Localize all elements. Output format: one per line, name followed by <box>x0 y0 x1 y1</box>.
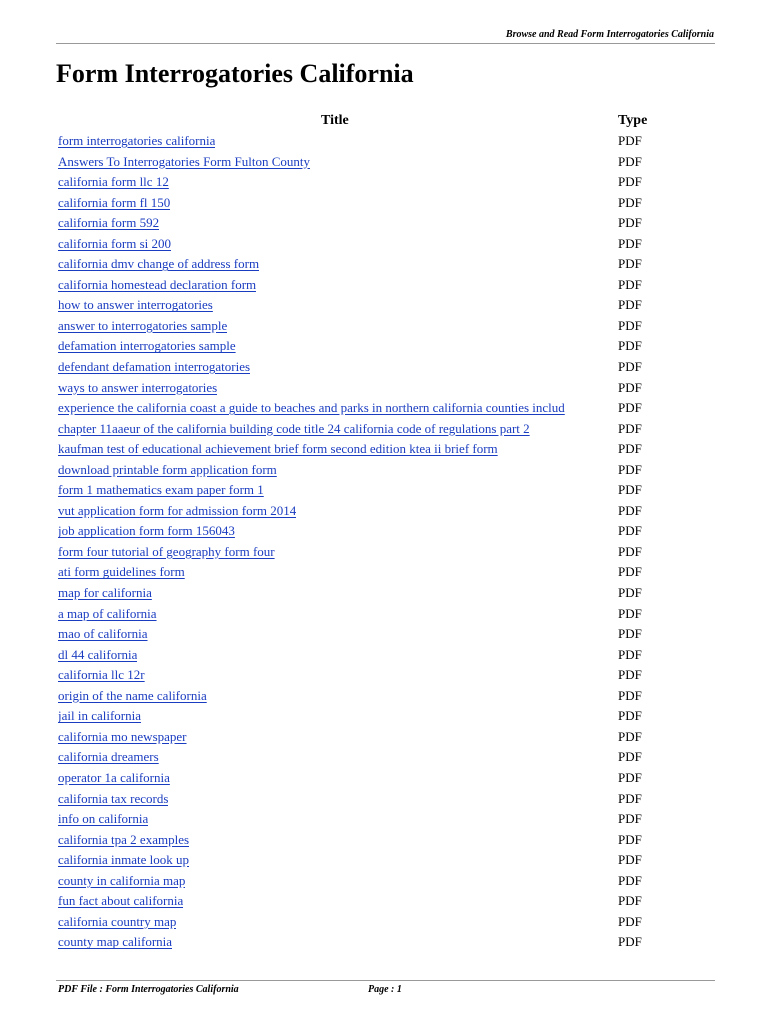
document-type: PDF <box>618 482 642 498</box>
table-row <box>0 234 770 255</box>
table-row <box>0 275 770 296</box>
document-link[interactable]: operator 1a california <box>58 769 170 785</box>
document-link[interactable]: california inmate look up <box>58 852 190 868</box>
page-title: Form Interrogatories California <box>56 59 414 88</box>
footer-divider <box>56 980 715 981</box>
document-link[interactable]: Answers To Interrogatories Form Fulton County <box>58 153 310 169</box>
document-type: PDF <box>618 174 642 190</box>
table-row <box>0 830 770 851</box>
table-row <box>0 706 770 727</box>
table-row <box>0 562 770 583</box>
table-row <box>0 768 770 789</box>
table-row <box>0 378 770 399</box>
document-link[interactable]: download printable form application form <box>58 461 277 477</box>
table-row <box>0 480 770 501</box>
document-link[interactable]: fun fact about california <box>58 893 184 909</box>
table-row <box>0 398 770 419</box>
document-link[interactable]: kaufman test of educational achievement brief form second edition ktea ii brief form <box>58 441 498 457</box>
table-row <box>0 152 770 173</box>
document-type: PDF <box>618 667 642 683</box>
document-type: PDF <box>618 626 642 642</box>
column-header-type: Type <box>618 113 648 128</box>
document-link[interactable]: california tax records <box>58 790 169 806</box>
document-type: PDF <box>618 379 642 395</box>
document-link[interactable]: jail in california <box>58 708 142 724</box>
document-link[interactable]: california form llc 12 <box>58 174 169 190</box>
document-link[interactable]: california tpa 2 examples <box>58 831 190 847</box>
document-type: PDF <box>618 852 642 868</box>
table-row <box>0 295 770 316</box>
document-type: PDF <box>618 523 642 539</box>
document-type: PDF <box>618 338 642 354</box>
footer-page-label: Page : 1 <box>368 984 402 995</box>
table-row <box>0 460 770 481</box>
table-row <box>0 871 770 892</box>
table-row <box>0 645 770 666</box>
document-type: PDF <box>618 831 642 847</box>
table-row <box>0 521 770 542</box>
document-link[interactable]: california homestead declaration form <box>58 276 257 292</box>
document-link[interactable]: california country map <box>58 913 177 929</box>
document-link[interactable]: california llc 12r <box>58 667 145 683</box>
table-row <box>0 891 770 912</box>
table-row <box>0 439 770 460</box>
document-type: PDF <box>618 934 642 950</box>
document-link[interactable]: how to answer interrogatories <box>58 297 213 313</box>
table-row <box>0 193 770 214</box>
document-link[interactable]: info on california <box>58 811 149 827</box>
table-row <box>0 213 770 234</box>
document-link[interactable]: form 1 mathematics exam paper form 1 <box>58 482 264 498</box>
document-type: PDF <box>618 585 642 601</box>
document-link[interactable]: defendant defamation interrogatories <box>58 359 251 375</box>
document-type: PDF <box>618 133 642 148</box>
table-row <box>0 357 770 378</box>
document-type: PDF <box>618 502 642 518</box>
document-type: PDF <box>618 893 642 909</box>
document-link[interactable]: chapter 11aaeur of the california building code title 24 california code of regulations part 2 <box>58 420 530 436</box>
document-type: PDF <box>618 461 642 477</box>
table-row <box>0 583 770 604</box>
document-link[interactable]: ways to answer interrogatories <box>58 379 218 395</box>
document-link[interactable]: california dreamers <box>58 749 159 765</box>
document-link[interactable]: mao of california <box>58 626 148 642</box>
table-row <box>0 172 770 193</box>
table-row <box>0 604 770 625</box>
document-type: PDF <box>618 297 642 313</box>
document-type: PDF <box>618 913 642 929</box>
document-link[interactable]: origin of the name california <box>58 687 207 703</box>
table-row <box>0 850 770 871</box>
document-link[interactable]: california form 592 <box>58 215 160 231</box>
table-row <box>0 131 770 152</box>
document-type: PDF <box>618 749 642 765</box>
document-type: PDF <box>618 708 642 724</box>
document-link[interactable]: dl 44 california <box>58 646 138 662</box>
table-row <box>0 501 770 522</box>
table-row <box>0 686 770 707</box>
table-row <box>0 912 770 933</box>
document-type: PDF <box>618 646 642 662</box>
document-type: PDF <box>618 728 642 744</box>
document-type: PDF <box>618 790 642 806</box>
document-type: PDF <box>618 359 642 375</box>
document-type: PDF <box>618 872 642 888</box>
document-link[interactable]: ati form guidelines form <box>58 564 185 580</box>
table-row <box>0 542 770 563</box>
document-type: PDF <box>618 543 642 559</box>
document-link[interactable]: answer to interrogatories sample <box>58 317 228 333</box>
document-type: PDF <box>618 194 642 210</box>
document-link[interactable]: form interrogatories california <box>58 133 216 148</box>
document-link[interactable]: county map california <box>58 934 173 950</box>
header-divider <box>56 43 715 44</box>
document-link[interactable]: california form si 200 <box>58 235 171 251</box>
document-type: PDF <box>618 317 642 333</box>
document-type: PDF <box>618 235 642 251</box>
running-header: Browse and Read Form Interrogatories California <box>505 29 714 40</box>
table-row <box>0 419 770 440</box>
document-type: PDF <box>618 811 642 827</box>
table-row <box>0 809 770 830</box>
document-list <box>0 131 770 953</box>
table-row <box>0 747 770 768</box>
document-type: PDF <box>618 400 642 416</box>
document-link[interactable]: form four tutorial of geography form four <box>58 543 275 559</box>
document-link[interactable]: a map of california <box>58 605 157 621</box>
document-type: PDF <box>618 153 642 169</box>
document-link[interactable]: county in california map <box>58 872 186 888</box>
column-header-title: Title <box>321 113 349 128</box>
table-row <box>0 316 770 337</box>
document-type: PDF <box>618 769 642 785</box>
document-link[interactable]: experience the california coast a guide to beaches and parks in northern california counties includ <box>58 400 565 416</box>
document-link[interactable]: california dmv change of address form <box>58 256 260 272</box>
document-link[interactable]: vut application form for admission form 2014 <box>58 502 297 518</box>
document-link[interactable]: defamation interrogatories sample <box>58 338 236 354</box>
document-link[interactable]: map for california <box>58 585 152 601</box>
table-row <box>0 254 770 275</box>
document-link[interactable]: job application form form 156043 <box>58 523 235 539</box>
document-type: PDF <box>618 420 642 436</box>
table-row <box>0 789 770 810</box>
document-type: PDF <box>618 215 642 231</box>
document-type: PDF <box>618 564 642 580</box>
table-row <box>0 624 770 645</box>
document-link[interactable]: california form fl 150 <box>58 194 171 210</box>
footer-file-label: PDF File : Form Interrogatories California <box>58 984 239 995</box>
table-row <box>0 665 770 686</box>
table-row <box>0 932 770 953</box>
document-link[interactable]: california mo newspaper <box>58 728 187 744</box>
document-type: PDF <box>618 605 642 621</box>
table-row <box>0 336 770 357</box>
document-type: PDF <box>618 687 642 703</box>
document-type: PDF <box>618 276 642 292</box>
document-type: PDF <box>618 441 642 457</box>
document-type: PDF <box>618 256 642 272</box>
table-row <box>0 727 770 748</box>
